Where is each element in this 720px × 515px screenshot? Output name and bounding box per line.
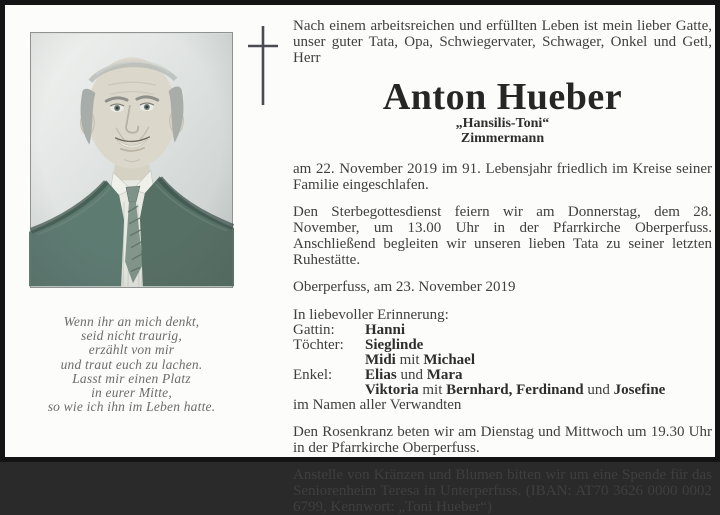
family-list (293, 323, 712, 398)
poem-line: Lasst mir einen Platz (72, 370, 191, 386)
family-role: Enkel: (293, 367, 333, 383)
poem-line: Wenn ihr an mich denkt, (63, 314, 200, 329)
poem-line: so wie ich ihn im Leben hatte. (47, 399, 216, 415)
deceased-nickname: „Hansilis-Toni“ (455, 116, 550, 131)
family-row (293, 323, 712, 338)
funeral-service-info: Den Sterbegottesdienst feiern wir am Donnerstag, dem 28. November, um 13.00 Uhr in der Pfarrkirche Oberperfuss. Anschließend begleiten wir unseren lieben Tata zu seiner letzten Ruhestätte. (293, 204, 712, 268)
poem-line: erzählt von mir (88, 342, 175, 358)
family-names: Midi mit Michael (365, 352, 476, 368)
family-names: Viktoria mit Bernhard, Ferdinand und Josefine (365, 382, 666, 398)
family-names: Sieglinde (365, 337, 424, 353)
poem-line: seid nicht traurig, (81, 328, 182, 344)
death-announcement: am 22. November 2019 im 91. Lebensjahr friedlich im Kreise seiner Familie eingeschlafen. (293, 161, 712, 193)
portrait-photo (30, 32, 233, 288)
family-role: Gattin: (293, 322, 335, 338)
donation-info: Anstelle von Kränzen und Blumen bitten wir um eine Spende für das Seniorenheim Teresa in Unterperfuss. (IBAN: AT70 3626 0000 0002 6799, Kennwort: „Toni Hueber“) (293, 467, 712, 515)
family-names: Elias und Mara (365, 367, 463, 383)
place-date-line: Oberperfuss, am 23. November 2019 (293, 279, 516, 295)
rosary-info: Den Rosenkranz beten wir am Dienstag und Mittwoch um 19.30 Uhr in der Pfarrkirche Oberperfuss. (293, 424, 712, 456)
closing-line: im Namen aller Verwandten (293, 397, 462, 413)
family-row (293, 368, 712, 383)
family-role (293, 383, 365, 398)
cross-icon (246, 24, 280, 108)
family-role (293, 353, 365, 368)
portrait-photo-illustration (31, 33, 232, 287)
deceased-profession: Zimmermann (460, 131, 545, 146)
poem-line: und traut euch zu lachen. (60, 356, 203, 372)
family-names: Hanni (365, 322, 406, 338)
left-column (30, 32, 233, 414)
intro-text: Nach einem arbeitsreichen und erfüllten Leben ist mein lieber Gatte, unser guter Tata, Opa, Schwiegervater, Schwager, Onkel und Getl, Herr (293, 18, 712, 66)
remembrance-heading: In liebevoller Erinnerung: (293, 307, 449, 323)
title-block (293, 76, 712, 146)
notice-text-column (293, 18, 712, 515)
family-row (293, 353, 712, 368)
poem-line: in eurer Mitte, (91, 385, 172, 401)
family-row (293, 383, 712, 398)
deceased-name: Anton Hueber (382, 76, 623, 118)
family-role: Töchter: (293, 337, 344, 353)
memorial-poem (30, 315, 233, 414)
family-row (293, 338, 712, 353)
